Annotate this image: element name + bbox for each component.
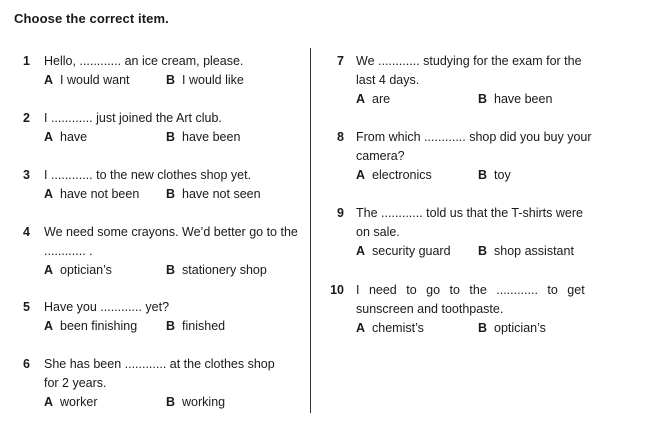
option-letter: A xyxy=(44,73,54,87)
option-letter: A xyxy=(44,187,54,201)
option-text: have xyxy=(60,130,88,144)
question-text-line: sunscreen and toothpaste. xyxy=(356,302,504,316)
option-text: are xyxy=(372,92,391,106)
option-b[interactable] xyxy=(166,317,225,336)
option-a[interactable] xyxy=(356,242,451,261)
question-number: 7 xyxy=(337,54,344,68)
option-letter: A xyxy=(356,244,366,258)
question-text xyxy=(44,109,222,128)
option-b[interactable] xyxy=(166,185,261,204)
option-letter: B xyxy=(166,319,176,333)
option-text: security guard xyxy=(372,244,451,258)
question-text-line: Hello, ............ an ice cream, please. xyxy=(44,54,244,68)
option-a[interactable] xyxy=(44,128,87,147)
option-letter: A xyxy=(356,92,366,106)
question-text-line: We ............ studying for the exam for the xyxy=(356,54,582,68)
option-text: have not been xyxy=(60,187,140,201)
option-letter: A xyxy=(44,130,54,144)
option-text: I would like xyxy=(182,73,244,87)
option-letter: B xyxy=(166,130,176,144)
question-text-line: We need some crayons. We’d better go to the xyxy=(44,225,298,239)
option-letter: B xyxy=(166,263,176,277)
option-letter: B xyxy=(478,168,488,182)
question-text-line: ............ . xyxy=(44,244,93,258)
option-letter: A xyxy=(44,319,54,333)
option-text: stationery shop xyxy=(182,263,267,277)
option-letter: B xyxy=(166,187,176,201)
option-b[interactable] xyxy=(166,128,240,147)
option-text: have been xyxy=(182,130,241,144)
column-divider xyxy=(310,48,311,413)
option-a[interactable] xyxy=(356,319,424,338)
option-a[interactable] xyxy=(356,166,432,185)
question-number: 3 xyxy=(23,168,30,182)
question-text xyxy=(44,166,251,185)
option-letter: B xyxy=(166,395,176,409)
option-text: worker xyxy=(60,395,98,409)
question-number: 4 xyxy=(23,225,30,239)
option-letter: B xyxy=(166,73,176,87)
page-title: Choose the correct item. xyxy=(14,11,169,26)
option-letter: B xyxy=(478,244,488,258)
question-number: 5 xyxy=(23,300,30,314)
option-b[interactable] xyxy=(166,393,225,412)
question-text xyxy=(44,223,298,261)
option-a[interactable] xyxy=(356,90,390,109)
question-number: 6 xyxy=(23,357,30,371)
question-text xyxy=(356,128,592,166)
question-text-line: last 4 days. xyxy=(356,73,420,87)
option-text: shop assistant xyxy=(494,244,574,258)
question-number: 9 xyxy=(337,206,344,220)
option-b[interactable] xyxy=(478,166,511,185)
option-letter: A xyxy=(356,321,366,335)
option-letter: B xyxy=(478,92,488,106)
option-a[interactable] xyxy=(44,393,98,412)
option-text: have been xyxy=(494,92,553,106)
question-text-line: The ............ told us that the T-shirts were xyxy=(356,206,583,220)
option-text: I would want xyxy=(60,73,130,87)
option-a[interactable] xyxy=(44,71,130,90)
option-letter: A xyxy=(44,395,54,409)
question-number: 8 xyxy=(337,130,344,144)
option-b[interactable] xyxy=(166,261,267,280)
option-letter: B xyxy=(478,321,488,335)
option-text: working xyxy=(182,395,226,409)
question-text xyxy=(356,281,585,319)
option-a[interactable] xyxy=(44,317,137,336)
option-text: toy xyxy=(494,168,511,182)
question-text-line: for 2 years. xyxy=(44,376,107,390)
option-text: optician’s xyxy=(60,263,112,277)
question-number: 2 xyxy=(23,111,30,125)
question-text xyxy=(44,355,275,393)
option-text: optician’s xyxy=(494,321,546,335)
question-text-line: on sale. xyxy=(356,225,400,239)
question-number: 10 xyxy=(330,283,344,297)
option-b[interactable] xyxy=(478,90,552,109)
question-text-line: I ............ to the new clothes shop yet. xyxy=(44,168,252,182)
question-text-line: From which ............ shop did you buy your xyxy=(356,130,592,144)
question-text xyxy=(44,298,169,317)
option-letter: A xyxy=(44,263,54,277)
question-text xyxy=(44,52,243,71)
option-a[interactable] xyxy=(44,185,139,204)
option-text: have not seen xyxy=(182,187,261,201)
question-text-line: I ............ just joined the Art club. xyxy=(44,111,222,125)
option-text: finished xyxy=(182,319,226,333)
question-text xyxy=(356,52,582,90)
question-text-line: camera? xyxy=(356,149,405,163)
option-letter: A xyxy=(356,168,366,182)
question-text-line: Have you ............ yet? xyxy=(44,300,170,314)
option-b[interactable] xyxy=(478,242,574,261)
option-a[interactable] xyxy=(44,261,112,280)
option-text: electronics xyxy=(372,168,432,182)
option-b[interactable] xyxy=(478,319,546,338)
question-text-line: She has been ............ at the clothes shop xyxy=(44,357,275,371)
option-b[interactable] xyxy=(166,71,244,90)
question-number: 1 xyxy=(23,54,30,68)
question-text xyxy=(356,204,583,242)
option-text: been finishing xyxy=(60,319,138,333)
option-text: chemist’s xyxy=(372,321,424,335)
question-text-line: I need to go to the ............ to get xyxy=(356,283,585,297)
